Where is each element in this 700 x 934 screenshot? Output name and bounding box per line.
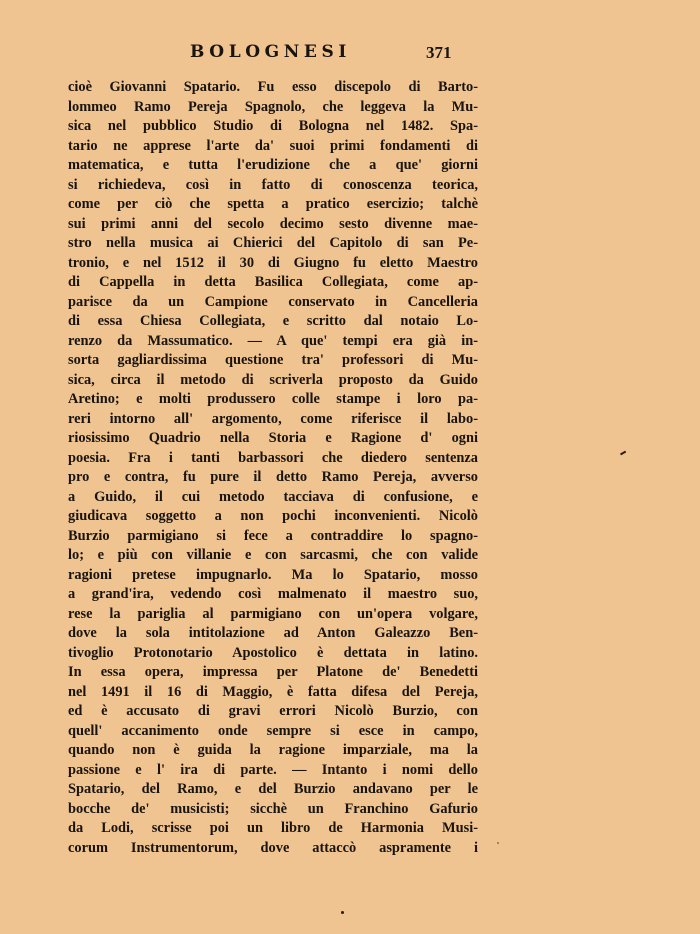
text-line: di essa Chiesa Collegiata, e scritto dal notaio Lo- bbox=[68, 313, 478, 329]
text-line: corum Instrumentorum, dove attaccò aspramente i bbox=[68, 839, 478, 856]
text-line: ragioni pretese impugnarlo. Ma lo Spatario, mosso bbox=[68, 566, 478, 583]
text-line: Spatario, del Ramo, e del Burzio andavano per le bbox=[68, 781, 478, 797]
text-line: passione e l' ira di parte. — Intanto i nomi dello bbox=[68, 761, 478, 778]
ink-speck bbox=[620, 451, 626, 455]
text-line: lo; e più con villanie e con sarcasmi, che con valide bbox=[68, 547, 478, 563]
text-line: parisce da un Campione conservato in Cancelleria bbox=[68, 293, 478, 310]
text-line: matematica, e tutta l'erudizione che a que' giorni bbox=[68, 157, 478, 173]
body-text bbox=[68, 78, 478, 858]
text-line: cioè Giovanni Spatario. Fu esso discepolo di Barto- bbox=[68, 79, 478, 95]
text-line: da Lodi, scrisse poi un libro de Harmonia Musi- bbox=[68, 820, 478, 836]
page-number: 371 bbox=[426, 43, 452, 62]
ink-speck bbox=[497, 842, 499, 844]
text-line: Burzio parmigiano si fece a contraddire lo spagno- bbox=[68, 527, 478, 544]
text-line: ed è accusato di gravi errori Nicolò Burzio, con bbox=[68, 703, 478, 719]
text-line: bocche de' musicisti; sicchè un Franchino Gafurio bbox=[68, 800, 478, 817]
text-line: sica nel pubblico Studio di Bologna nel 1482. Spa- bbox=[68, 118, 478, 134]
text-line: sorta gagliardissima questione tra' professori di Mu- bbox=[68, 352, 478, 368]
text-line: riosissimo Quadrio nella Storia e Ragione d' ogni bbox=[68, 430, 478, 446]
text-line: lommeo Ramo Pereja Spagnolo, che leggeva la Mu- bbox=[68, 98, 478, 115]
text-line: Aretino; e molti produssero colle stampe i loro pa- bbox=[68, 391, 478, 407]
ink-speck bbox=[341, 911, 344, 914]
text-line: sui primi anni del secolo decimo sesto divenne mae- bbox=[68, 215, 478, 232]
text-line: reri intorno all' argomento, come riferisce il labo- bbox=[68, 410, 478, 427]
text-line: tario ne apprese l'arte da' suoi primi fondamenti di bbox=[68, 137, 478, 154]
text-line: a Guido, il cui metodo tacciava di confusione, e bbox=[68, 488, 478, 505]
running-head bbox=[0, 42, 700, 66]
text-line: In essa opera, impressa per Platone de' Benedetti bbox=[68, 664, 478, 680]
running-title: BOLOGNESI bbox=[190, 42, 351, 62]
text-line: giudicava soggetto a non pochi inconvenienti. Nicolò bbox=[68, 508, 478, 524]
text-line: sica, circa il metodo di scriverla proposto da Guido bbox=[68, 371, 478, 388]
text-line: stro nella musica ai Chierici del Capitolo di san Pe- bbox=[68, 235, 478, 251]
text-line: si richiedeva, così in fatto di conoscenza teorica, bbox=[68, 176, 478, 193]
text-line: tronio, e nel 1512 il 30 di Giugno fu eletto Maestro bbox=[68, 254, 478, 271]
text-line: dove la sola intitolazione ad Anton Galeazzo Ben- bbox=[68, 625, 478, 641]
text-line: renzo da Massumatico. — A que' tempi era già in- bbox=[68, 332, 478, 349]
text-line: pro e contra, fu pure il detto Ramo Pereja, avverso bbox=[68, 469, 478, 485]
text-line: come per ciò che spetta a pratico esercizio; talchè bbox=[68, 196, 478, 212]
text-line: a grand'ira, vedendo così malmenato il maestro suo, bbox=[68, 586, 478, 602]
text-line: tivoglio Protonotario Apostolico è dettata in latino. bbox=[68, 644, 478, 661]
text-line: quell' accanimento onde sempre si esce in campo, bbox=[68, 722, 478, 739]
text-line: quando non è guida la ragione imparziale, ma la bbox=[68, 742, 478, 758]
text-line: poesia. Fra i tanti barbassori che diedero sentenza bbox=[68, 449, 478, 466]
text-line: rese la pariglia al parmigiano con un'opera volgare, bbox=[68, 605, 478, 622]
text-line: nel 1491 il 16 di Maggio, è fatta difesa del Pereja, bbox=[68, 683, 478, 700]
text-line: di Cappella in detta Basilica Collegiata, come ap- bbox=[68, 274, 478, 290]
